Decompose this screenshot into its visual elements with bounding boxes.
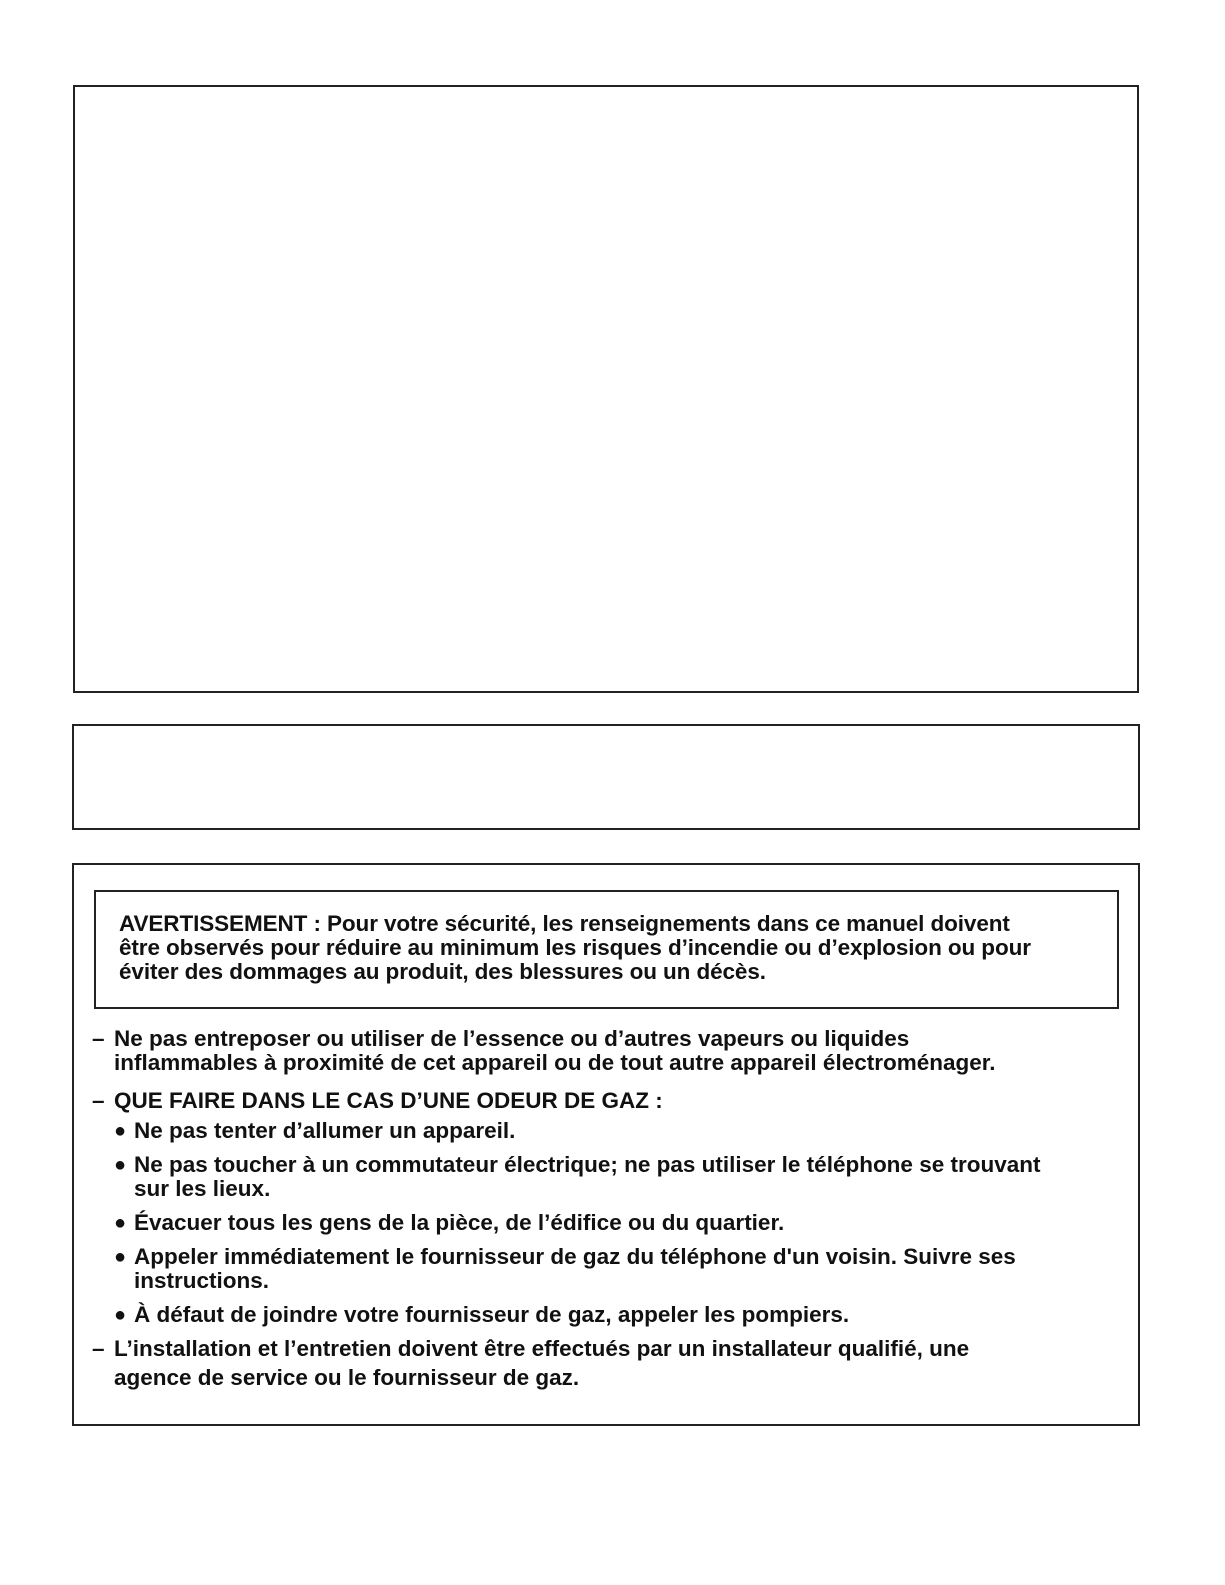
step-line-1: Ne pas tenter d’allumer un appareil. — [134, 1118, 516, 1143]
instruction-installation — [92, 1337, 1122, 1390]
install-line-1: L’installation et l’entretien doivent être effectués par un installateur qualifié, une — [114, 1336, 970, 1361]
step-line-2: instructions. — [134, 1268, 270, 1293]
step-line-1: À défaut de joindre votre fournisseur de gaz, appeler les pompiers. — [134, 1302, 850, 1327]
list-item — [92, 1303, 1122, 1327]
safety-instructions — [92, 1027, 1122, 1390]
dash-marker: – — [92, 1026, 105, 1051]
gas-odor-title: QUE FAIRE DANS LE CAS D’UNE ODEUR DE GAZ : — [114, 1088, 663, 1113]
warning-header-text — [119, 912, 1097, 984]
instruction-no-flammables — [92, 1027, 1122, 1075]
step-line-1: Évacuer tous les gens de la pièce, de l’édifice ou du quartier. — [134, 1210, 785, 1235]
step-line-1: Ne pas toucher à un commutateur électrique; ne pas utiliser le téléphone se trouvant — [134, 1152, 1041, 1177]
bullet-icon: ● — [114, 1154, 127, 1176]
instruction-gas-odor — [92, 1089, 1122, 1113]
bullet-icon: ● — [114, 1212, 127, 1234]
list-item — [92, 1153, 1122, 1201]
dash-marker: – — [92, 1336, 105, 1361]
warning-line-1: AVERTISSEMENT : Pour votre sécurité, les renseignements dans ce manuel doivent — [119, 911, 1010, 936]
blank-middle-frame — [72, 724, 1140, 830]
gas-odor-steps — [92, 1119, 1122, 1327]
list-item — [92, 1119, 1122, 1143]
bullet-icon: ● — [114, 1120, 127, 1142]
step-line-2: sur les lieux. — [134, 1176, 271, 1201]
instruction-line-2: inflammables à proximité de cet appareil ou de tout autre appareil électroménager. — [114, 1050, 996, 1075]
list-item — [92, 1245, 1122, 1293]
warning-line-2: être observés pour réduire au minimum les risques d’incendie ou d’explosion ou pour — [119, 935, 1031, 960]
blank-top-frame — [73, 85, 1139, 693]
bullet-icon: ● — [114, 1246, 127, 1268]
step-line-1: Appeler immédiatement le fournisseur de gaz du téléphone d'un voisin. Suivre ses — [134, 1244, 1016, 1269]
warning-line-3: éviter des dommages au produit, des blessures ou un décès. — [119, 959, 766, 984]
dash-marker: – — [92, 1088, 105, 1113]
warning-header-box — [94, 890, 1119, 1009]
bullet-icon: ● — [114, 1304, 127, 1326]
list-item — [92, 1211, 1122, 1235]
install-line-2: agence de service ou le fournisseur de gaz. — [114, 1365, 580, 1390]
instruction-line-1: Ne pas entreposer ou utiliser de l’essence ou d’autres vapeurs ou liquides — [114, 1026, 910, 1051]
